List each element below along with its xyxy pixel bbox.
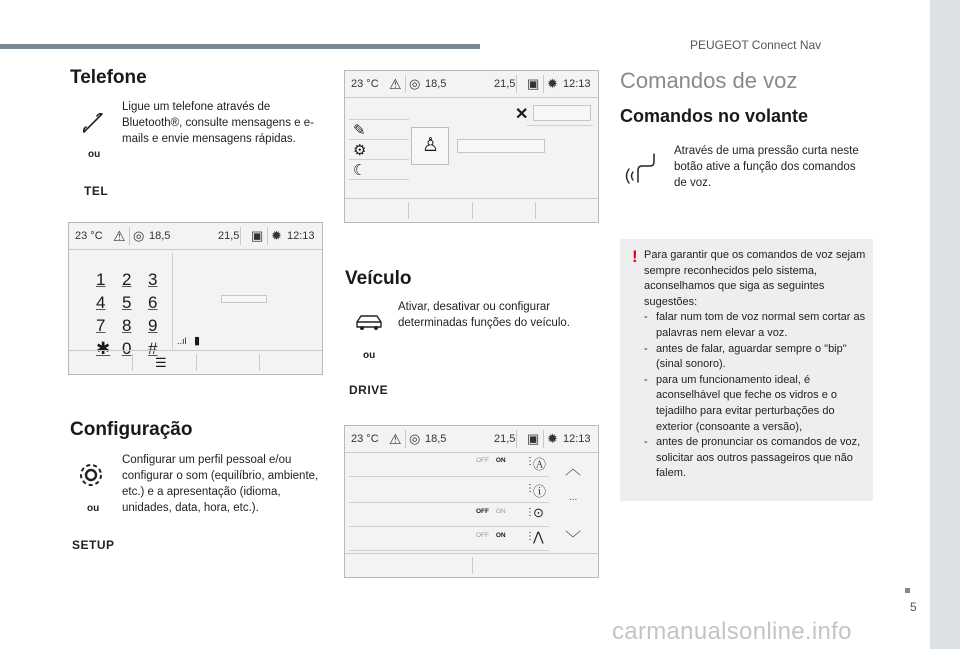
keypad[interactable] <box>91 253 173 358</box>
keypad-key[interactable]: 2 <box>122 270 132 289</box>
keypad-key[interactable]: 0 <box>122 339 132 358</box>
gear-icon <box>77 461 105 489</box>
configuracao-or: ou <box>87 503 100 514</box>
keypad-key[interactable]: 3 <box>148 270 158 289</box>
toggle-1[interactable]: OFF ON <box>476 457 506 464</box>
status-time: 12:13 <box>563 433 591 445</box>
profile-field[interactable] <box>457 139 545 153</box>
status-right-value: 21,5 <box>494 78 516 90</box>
warning-icon: ⚠ <box>389 431 402 447</box>
status-temp: 23 °C <box>351 78 379 90</box>
phone-status-icon: ▣ <box>527 76 540 91</box>
comandos-subtitle: Comandos no volante <box>620 106 809 126</box>
warning-icon: ⚠ <box>389 76 402 92</box>
keypad-key[interactable]: 7 <box>96 316 106 335</box>
toggle-2[interactable]: OFF ON <box>476 508 506 515</box>
veiculo-keyword: DRIVE <box>349 383 389 397</box>
screen-footer <box>345 553 598 577</box>
tip-item: - antes de pronunciar os comandos de voz, solicitar aos outros passageiros que não falem. <box>644 436 861 480</box>
tip-item: - antes de falar, aguardar sempre o "bip" (sinal sonoro). <box>644 342 847 371</box>
settings-icon: ✹ <box>547 76 558 91</box>
tip-item: - para um funcionamento ideal, é aconselhável que feche os vidros e o tejadilho para evitar perturbações do exterior (consoante a versão), <box>644 373 838 433</box>
telefone-title: Telefone <box>70 67 147 88</box>
lane-assist-icon: ⋀ <box>533 529 544 544</box>
number-field[interactable] <box>221 295 267 303</box>
navigation-icon: ◎ <box>409 76 421 91</box>
battery-icon: ▮ <box>194 335 201 347</box>
close-icon[interactable]: ✕ <box>515 106 529 123</box>
keypad-key[interactable]: 8 <box>122 316 132 335</box>
status-temp: 23 °C <box>351 433 379 445</box>
keypad-key[interactable]: ✱ <box>96 339 111 358</box>
keypad-key[interactable]: 9 <box>148 316 158 335</box>
tips-list <box>644 248 868 482</box>
page-number: 5 <box>910 600 917 614</box>
tip-intro: Para garantir que os comandos de voz sejam sempre reconhecidos pelo sistema, aconselhamos que siga as seguintes sugestões: <box>644 249 866 308</box>
keypad-key[interactable]: 6 <box>148 293 158 312</box>
signal-icon: ..ıl <box>177 336 187 346</box>
keypad-key[interactable]: 4 <box>96 293 106 312</box>
voice-command-icon <box>624 150 658 186</box>
status-time: 12:13 <box>563 78 591 90</box>
tip-item: - falar num tom de voz normal sem cortar as palavras nem elevar a voz. <box>644 311 866 339</box>
phone-icon <box>80 110 106 136</box>
keypad-key[interactable]: 1 <box>96 270 106 289</box>
chevron-up-icon[interactable]: ︿ <box>565 461 582 478</box>
comandos-text: Através de uma pressão curta neste botão ative a função dos comandos de voz. <box>674 145 859 189</box>
watermark: carmanualsonline.info <box>612 618 852 645</box>
palette-icon[interactable]: ✎ <box>353 122 366 139</box>
phone-screen <box>68 222 323 375</box>
auto-lights-icon: Ⓐ <box>533 457 547 472</box>
status-left-value: 18,5 <box>425 433 447 445</box>
status-right-value: 21,5 <box>494 433 516 445</box>
telefone-keyword: TEL <box>84 184 109 198</box>
page-marker <box>905 588 910 593</box>
status-temp: 23 °C <box>75 230 103 242</box>
status-bar <box>345 426 598 453</box>
side-strip <box>930 0 960 649</box>
tyre-pressure-icon: ⊙ <box>533 505 544 520</box>
keypad-key[interactable]: # <box>148 339 158 358</box>
status-left-value: 18,5 <box>425 78 447 90</box>
toggle-3[interactable]: OFF ON <box>476 532 506 539</box>
contacts-icon[interactable]: ☰ <box>155 355 167 370</box>
status-left-value: 18,5 <box>149 230 171 242</box>
more-indicator: ... <box>569 492 578 503</box>
screen-footer <box>69 350 322 374</box>
configuracao-text: Configurar um perfil pessoal e/ou configurar o som (equilíbrio, ambiente, etc.) e a apresentação (idioma, unidades, data, hora, etc.). <box>122 454 319 514</box>
warning-mark: ! <box>632 247 638 266</box>
status-bar <box>69 223 322 250</box>
chevron-down-icon[interactable]: ﹀ <box>565 531 582 548</box>
settings-screen <box>344 70 599 223</box>
vehicle-screen: 23 °C ⚠ ◎ 18,5 21,5 ▣ ✹ 12:13 OFF ON ⋮ Ⓐ ⋮ ⓘ OFF ON ⋮ ⊙ OFF ON ⋮ ⋀ ︿ ... ﹀ <box>344 425 599 578</box>
phone-status-icon: ▣ <box>527 431 540 446</box>
settings-icon: ✹ <box>547 431 558 446</box>
phone-status-icon: ▣ <box>251 228 264 243</box>
keypad-key[interactable]: 5 <box>122 293 132 312</box>
veiculo-or: ou <box>363 350 376 361</box>
profile-icon: ♙ <box>422 135 440 156</box>
info-icon: ⓘ <box>533 484 547 499</box>
sound-settings-icon[interactable]: ⚙ <box>353 142 367 159</box>
profile-button[interactable] <box>411 127 449 165</box>
navigation-icon: ◎ <box>133 228 145 243</box>
telefone-text: Ligue um telefone através de Bluetooth®, consulte mensagens e e-mails e envie mensagens rápidas. <box>122 101 314 145</box>
telefone-or: ou <box>88 149 101 160</box>
settings-icon: ✹ <box>271 228 282 243</box>
top-rule <box>0 44 480 49</box>
configuracao-title: Configuração <box>70 419 193 440</box>
comandos-title: Comandos de voz <box>620 68 798 93</box>
status-bar <box>345 71 598 98</box>
veiculo-text: Ativar, desativar ou configurar determinadas funções do veículo. <box>398 301 570 329</box>
veiculo-title: Veículo <box>345 268 412 289</box>
configuracao-keyword: SETUP <box>72 538 115 552</box>
night-mode-icon[interactable]: ☾ <box>353 162 367 179</box>
voice-tips-box <box>620 239 873 501</box>
screen-footer <box>345 198 598 222</box>
car-icon <box>354 311 384 333</box>
status-right-value: 21,5 <box>218 230 240 242</box>
running-header: PEUGEOT Connect Nav <box>690 38 822 52</box>
search-field[interactable] <box>533 105 591 121</box>
warning-icon: ⚠ <box>113 228 126 244</box>
navigation-icon: ◎ <box>409 431 421 446</box>
status-time: 12:13 <box>287 230 315 242</box>
